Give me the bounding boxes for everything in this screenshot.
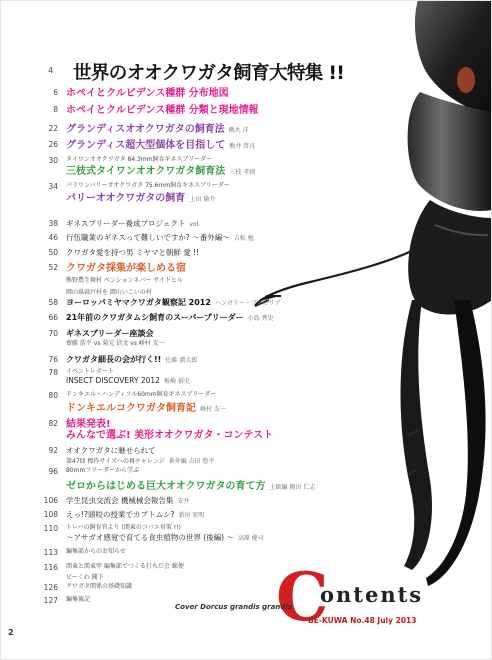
toc-author: 三枝 孝則 bbox=[229, 169, 256, 176]
toc-title-text: ギネスブリーダー養成プロジェクト bbox=[66, 219, 186, 228]
toc-author: 板崎 裕史 bbox=[163, 378, 190, 385]
toc-title-text: ドンキエル・ハンディフル60mm飼育ギネスブリーダー bbox=[66, 391, 217, 398]
toc-entry-title bbox=[66, 330, 154, 338]
toc-title-text: クワガタ愛を持つ男 ミヤマと朝鮮 愛 !! bbox=[66, 248, 200, 257]
toc-title-text: 結果発表! bbox=[66, 419, 111, 430]
toc-entry-title bbox=[66, 564, 184, 570]
toc-title-text: ホペイとクルビデンス種群 分類と現地情報 bbox=[66, 105, 259, 116]
toc-title-text: みんなで選ぶ! 美形オオクワガタ・コンテスト bbox=[66, 430, 274, 441]
contents-word: ontents bbox=[320, 582, 424, 607]
toc-page-number: 34 bbox=[48, 182, 58, 191]
toc-title-text: グランディス超大型個体を目指して bbox=[66, 140, 226, 151]
toc-page-number: 22 bbox=[48, 124, 58, 133]
toc-entry-title bbox=[66, 341, 165, 347]
toc-title-text: クワガタ採集が楽しめる宿 bbox=[66, 263, 186, 274]
toc-page-number: 66 bbox=[48, 313, 58, 322]
issue-info: BE-KUWA No.48 July 2013 bbox=[308, 616, 417, 625]
toc-entry-title bbox=[66, 431, 273, 441]
toc-entry-title bbox=[66, 249, 199, 257]
feature-page-number: 4 bbox=[48, 66, 53, 75]
toc-entry-title bbox=[66, 447, 156, 455]
toc-entry-title bbox=[66, 377, 190, 385]
toc-author: ハンガリー・ブルガリア bbox=[214, 300, 281, 307]
toc-page-number: 116 bbox=[43, 563, 58, 572]
toc-title-text: タイワンオオクワガタ 84.3mm飼育ギネスブリーダー bbox=[66, 156, 213, 163]
toc-entry-title bbox=[66, 356, 197, 364]
toc-entry-title bbox=[66, 420, 111, 430]
toc-entry-title bbox=[66, 106, 259, 116]
toc-title-text: 三枝式タイワンオオクワガタ飼育法 bbox=[66, 166, 226, 177]
toc-page-number: 80 bbox=[48, 391, 58, 400]
toc-page-number: 82 bbox=[48, 419, 58, 428]
toc-page-number: 6 bbox=[53, 88, 58, 97]
toc-author: 小島 秀史 bbox=[247, 315, 274, 322]
toc-page-number: 38 bbox=[48, 219, 58, 228]
toc-title-text: 齋藤 浩平 vs 菊元 信文 vs 峰村 友一 bbox=[66, 340, 165, 347]
cover-caption: Cover Dorcus grandis grandis bbox=[175, 603, 292, 611]
toc-title-text: ホペイとクルビデンス種群 分布地図 bbox=[66, 88, 229, 99]
toc-title-text: クワガタ関係の基礎知識 bbox=[66, 583, 133, 590]
toc-title-text: ビーくわ 聞下 bbox=[66, 574, 104, 581]
toc-entry-title bbox=[66, 482, 315, 492]
toc-title-text: 関東と関東甲 編集部でつくる打ちだ会 郵便 bbox=[66, 563, 184, 570]
toc-title-text: パラワンパリーオオクワガタ 75.6mm飼育ギネスブリーダー bbox=[66, 182, 230, 189]
toc-page-number: 76 bbox=[48, 355, 58, 364]
toc-entry-title bbox=[66, 314, 274, 322]
toc-entry-title bbox=[66, 534, 264, 542]
toc-page-number: 113 bbox=[43, 548, 58, 557]
toc-page-number: 126 bbox=[43, 583, 58, 592]
toc-title-text: 編集後記 bbox=[66, 596, 91, 603]
toc-title-text: 岡山県蒜戸村を 岡山いこいの村 bbox=[66, 289, 152, 296]
toc-title-text: 80mmフリーダーから学ぶ bbox=[66, 467, 140, 474]
toc-entry-title bbox=[66, 157, 212, 163]
contents-c-letter: C bbox=[276, 558, 329, 636]
toc-page-number: 92 bbox=[48, 446, 58, 455]
toc-page-number: 30 bbox=[48, 156, 58, 165]
toc-title-text: 行伍職業のギネスって難しいですか? 〜番外編〜 bbox=[66, 233, 230, 242]
toc-title-text: イベントレポート bbox=[66, 368, 115, 375]
toc-author: 上田 倫介 bbox=[189, 196, 216, 203]
toc-entry-title bbox=[66, 290, 152, 296]
toc-author: 佐藤 潤太郎 bbox=[165, 357, 198, 364]
toc-title-text: 熊野農生舞村 ペンションネバー サイドヒル bbox=[66, 277, 183, 284]
toc-entry-title bbox=[66, 220, 200, 228]
toc-entry-title bbox=[66, 549, 126, 555]
toc-page-number: 127 bbox=[43, 596, 58, 605]
toc-entry-title bbox=[66, 125, 249, 135]
toc-entry-title bbox=[66, 459, 214, 465]
toc-author: 吉松 勉 bbox=[233, 235, 254, 242]
toc-entry-title bbox=[66, 141, 255, 151]
toc-title-text: ドンキエルコクワガタ飼育記 bbox=[66, 403, 196, 414]
toc-page-number: 110 bbox=[43, 524, 58, 533]
toc-page-number: 96 bbox=[48, 467, 58, 476]
feature-headline bbox=[48, 59, 345, 85]
toc-author: 熊井 啓良 bbox=[229, 143, 256, 150]
toc-title-text: 第47回 標作サイズへの再チャレンジ bbox=[66, 458, 165, 465]
toc-title-text: INSECT DISCOVERY 2012 bbox=[66, 376, 160, 385]
toc-title-text: パリーオオクワガタの飼育 bbox=[66, 193, 186, 204]
toc-author: 新垣 宏明 bbox=[178, 512, 205, 519]
toc-entry-title bbox=[66, 89, 229, 99]
toc-title-text: クワガタ細長の会が行く!! bbox=[66, 355, 162, 364]
toc-entry-title bbox=[66, 497, 189, 505]
toc-title-text: ギネスブリーダー座談会 bbox=[66, 329, 154, 338]
toc-title-text: 21年前のクワガタムシ飼育のスーパーブリーダー bbox=[66, 313, 244, 322]
toc-entry-title bbox=[66, 584, 132, 590]
toc-entry-title bbox=[66, 194, 215, 204]
toc-entry-title bbox=[66, 404, 226, 414]
toc-entry-title bbox=[66, 369, 114, 375]
toc-entry-title bbox=[66, 511, 204, 519]
toc-title-text: 編集部からのお知らせ bbox=[66, 548, 126, 555]
toc-author: vol. bbox=[189, 221, 201, 228]
toc-page-number: 26 bbox=[48, 140, 58, 149]
toc-author: 番外編 吉田 悠平 bbox=[168, 458, 215, 465]
toc-entry-title bbox=[66, 575, 104, 581]
toc-entry-title bbox=[66, 278, 183, 284]
toc-entry-title bbox=[66, 167, 255, 177]
toc-entry-title bbox=[66, 264, 186, 274]
toc-page-number: 46 bbox=[48, 233, 58, 242]
toc-title-text: オオクワガタに魅せられて bbox=[66, 446, 156, 455]
toc-page-number: 106 bbox=[43, 496, 58, 505]
toc-entry-title bbox=[66, 183, 230, 189]
toc-author: 上級編 岡田 仁志 bbox=[269, 484, 316, 491]
feature-title: 世界のオオクワガタ飼育大特集 !! bbox=[73, 63, 345, 84]
toc-author: 鶴丸 洋 bbox=[228, 127, 249, 134]
toc-entry-title bbox=[66, 392, 216, 398]
toc-entry-title bbox=[66, 597, 90, 603]
toc-title-text: 〜アサガオ感覚で育てる食虫植物の世界 (後編) 〜 bbox=[66, 533, 234, 542]
toc-page-number: 108 bbox=[43, 510, 58, 519]
toc-entry-title bbox=[66, 234, 254, 242]
toc-title-text: えっ!?頭咬の授業でカブトムシ? bbox=[66, 510, 175, 519]
toc-entry-title bbox=[66, 299, 281, 307]
toc-page-number: 52 bbox=[48, 263, 58, 272]
toc-page-number: 78 bbox=[48, 368, 58, 377]
toc-author: 高原 健司 bbox=[237, 535, 264, 542]
toc-title-text: ヨーロッパミヤマクワガタ観察記 2012 bbox=[66, 298, 211, 307]
toc-title-text: ゼロからはじめる巨大オオクワガタの育て方 bbox=[66, 481, 266, 492]
toc-author: 峰村 友一 bbox=[200, 406, 226, 413]
toc-page-number: 70 bbox=[48, 329, 58, 338]
toc-title-text: 学生昆虫交流会 機械械会報告集 bbox=[66, 496, 174, 505]
toc-title-text: トレハの飼育官より (関東のコバエ対策 !!) bbox=[66, 524, 181, 531]
toc-page-number: 58 bbox=[48, 298, 58, 307]
page-number: 2 bbox=[8, 628, 14, 637]
toc-entry-title bbox=[66, 468, 139, 474]
toc-author: 安井 bbox=[177, 498, 190, 505]
toc-title-text: グランディスオオクワガタの飼育法 bbox=[66, 124, 225, 135]
toc-entry-title bbox=[66, 525, 181, 531]
toc-page-number: 8 bbox=[53, 105, 58, 114]
toc-page-number: 50 bbox=[48, 248, 58, 257]
